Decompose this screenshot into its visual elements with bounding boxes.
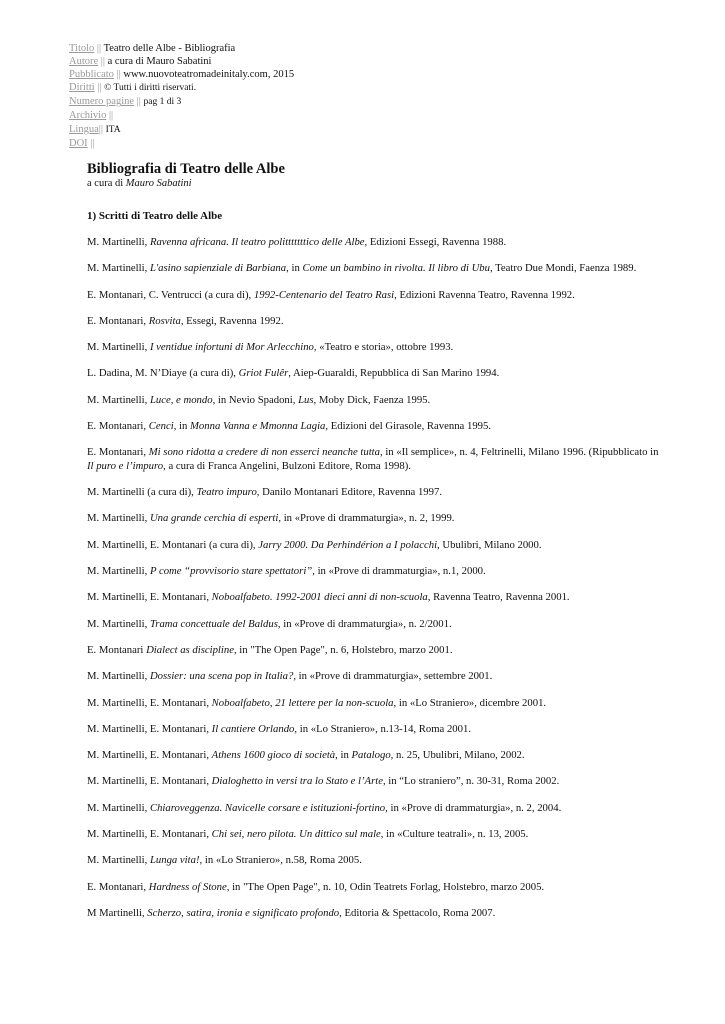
meta-key-link[interactable]: Lingua	[69, 123, 99, 135]
entry-text: M. Martinelli,	[87, 512, 150, 525]
entry-title-italic: I ventidue infortuni di Mor Arlecchino	[149, 341, 314, 354]
meta-value: ITA	[105, 124, 121, 135]
bibliography-entry	[87, 697, 662, 711]
subtitle-editor-name: Mauro Sabatini	[125, 178, 192, 189]
metadata-block	[69, 42, 294, 150]
entry-text: E. Montanari,	[87, 420, 149, 433]
meta-separator: ||	[98, 123, 106, 135]
entry-text: E. Montanari, C. Ventrucci (a cura di),	[87, 288, 254, 301]
entry-text: E. Montanari	[87, 643, 147, 656]
entry-text: , Ubulibri, Milano 2000.	[437, 538, 542, 551]
meta-row	[69, 137, 294, 150]
bibliography-entry	[87, 315, 662, 329]
entry-title-italic: Il puro e l’impuro	[87, 459, 164, 472]
bibliography-entry	[87, 723, 662, 737]
entry-text: M. Martinelli, E. Montanari,	[87, 696, 212, 709]
entry-text: M. Martinelli, E. Montanari,	[87, 828, 212, 841]
entry-title-italic: Chiaroveggenza. Navicelle corsare e istituzioni-fortino	[149, 801, 386, 814]
entry-text: , in	[286, 262, 303, 275]
entry-title-italic: Jarry 2000. Da Perhindérion a I polacchi	[258, 538, 438, 551]
bibliography-entry	[87, 907, 662, 921]
entry-text: M. Martinelli, E. Montanari,	[87, 775, 212, 788]
entry-title-italic: Noboalfabeto, 21 lettere per la non-scuola	[211, 696, 394, 709]
meta-value: © Tutti i diritti riservati.	[104, 83, 197, 94]
meta-value: Teatro delle Albe - Bibliografia	[103, 43, 236, 54]
entry-text: E. Montanari,	[87, 314, 149, 327]
entry-text: M. Martinelli,	[87, 854, 150, 867]
meta-key-link[interactable]: Autore	[69, 56, 99, 68]
entry-title-italic: Lus,	[298, 393, 317, 406]
entry-text: , Danilo Montanari Editore, Ravenna 1997.	[256, 486, 443, 499]
bibliography-entry	[87, 394, 662, 408]
meta-row	[69, 123, 294, 137]
entry-text: M. Martinelli, E. Montanari (a cura di),	[87, 538, 259, 551]
entry-text: , Ravenna Teatro, Ravenna 2001.	[427, 591, 570, 604]
entry-title-italic: Dialect as discipline	[146, 643, 234, 656]
entry-title-italic: Noboalfabeto. 1992-2001 dieci anni di non-scuola	[211, 591, 428, 604]
entry-title-italic: Hardness of Stone	[148, 880, 227, 893]
entry-text: , «Teatro e storia», ottobre 1993.	[313, 341, 454, 354]
entry-title-italic: Griot Fulêr	[238, 367, 289, 380]
entry-text: E. Montanari,	[87, 880, 149, 893]
entry-text: M. Martinelli,	[87, 801, 150, 814]
document-title: Bibliografia di Teatro delle Albe	[87, 161, 285, 177]
subtitle-prefix: a cura di	[87, 178, 126, 189]
meta-key-link[interactable]: Archivio	[69, 110, 107, 122]
entry-title-italic: L'asino sapienziale di Barbiana	[149, 262, 287, 275]
entry-text: , in «Prove di drammaturgia», n. 2/2001.	[277, 617, 452, 630]
bibliography-entry	[87, 512, 662, 526]
meta-key-link[interactable]: Diritti	[69, 82, 95, 94]
entry-text: , in	[335, 749, 352, 762]
entry-text: , in Nevio Spadoni,	[212, 393, 299, 406]
entry-text: , in «Prove di drammaturgia», n.1, 2000.	[312, 565, 486, 578]
entry-title-italic: Mi sono ridotta a credere di non esserci neanche tutta	[148, 446, 380, 459]
entry-text: M. Martinelli,	[87, 617, 150, 630]
bibliography-entry	[87, 802, 662, 816]
entry-text: M. Martinelli, E. Montanari,	[87, 591, 212, 604]
bibliography-entry	[87, 565, 662, 579]
entry-text: M. Martinelli,	[87, 393, 150, 406]
bibliography-entry	[87, 854, 662, 868]
entry-title-italic: Cenci	[148, 420, 174, 433]
entry-title-italic: Come un bambino in rivolta. Il libro di Ubu	[302, 262, 490, 275]
entry-title-italic: Trama concettuale del Baldus	[149, 617, 278, 630]
meta-value: a cura di Mauro Sabatini	[107, 56, 212, 68]
entry-text: E. Montanari,	[87, 446, 149, 459]
bibliography-entry	[87, 749, 662, 763]
meta-row	[69, 81, 294, 95]
entry-title-italic: Patalogo,	[351, 749, 394, 762]
entry-text: M. Martinelli, E. Montanari,	[87, 749, 212, 762]
entry-text: M. Martinelli,	[87, 262, 150, 275]
entry-text: , in “Lo straniero”, n. 30-31, Roma 2002.	[382, 775, 560, 788]
meta-row	[69, 68, 294, 81]
entry-text: , Edizioni del Girasole, Ravenna 1995.	[325, 420, 492, 433]
entry-title-italic: Lunga vita!	[149, 854, 200, 867]
document-subtitle	[87, 178, 192, 189]
bibliography-entry	[87, 591, 662, 605]
bibliography-entry	[87, 486, 662, 500]
meta-key-link[interactable]: DOI	[69, 137, 88, 149]
entry-title-italic: Luce, e mondo	[149, 393, 213, 406]
entry-title-italic: Dossier: una scena pop in Italia?,	[149, 670, 296, 683]
entry-title-italic: Il cantiere Orlando	[211, 722, 295, 735]
bibliography-entry	[87, 236, 662, 250]
meta-row	[69, 55, 294, 68]
entry-text: , in «Il semplice», n. 4, Feltrinelli, Milano 1996. (Ripubblicato in	[379, 446, 659, 459]
entry-title-italic: Rosvita	[148, 314, 181, 327]
entry-text: , Editoria & Spettacolo, Roma 2007.	[339, 906, 496, 919]
entry-text: , Essegi, Ravenna 1992.	[180, 314, 284, 327]
meta-separator: ||	[113, 69, 124, 81]
entry-text: , in "The Open Page", n. 6, Holstebro, marzo 2001.	[233, 643, 453, 656]
entry-title-italic: Athens 1600 gioco di società	[211, 749, 336, 762]
entry-title-italic: 1992-Centenario del Teatro Rasi	[253, 288, 395, 301]
entry-text: n. 25, Ubulibri, Milano, 2002.	[393, 749, 525, 762]
entry-title-italic: P come “provvisorio stare spettatori”	[149, 565, 313, 578]
meta-key-link[interactable]: Numero pagine	[69, 96, 135, 108]
bibliography-entry	[87, 828, 662, 842]
meta-key-link[interactable]: Titolo	[69, 43, 95, 54]
meta-row	[69, 95, 294, 109]
entry-text: , in «Lo Straniero», n.58, Roma 2005.	[199, 854, 362, 867]
bibliography-entry	[87, 618, 662, 632]
bibliography-entry	[87, 644, 662, 658]
entry-text: , in «Culture teatrali», n. 13, 2005.	[380, 828, 529, 841]
entry-title-italic: Dialoghetto in versi tra lo Stato e l’Arte	[211, 775, 383, 788]
meta-separator: ||	[87, 137, 95, 149]
meta-separator: ||	[94, 43, 104, 54]
entry-text: M. Martinelli,	[87, 565, 150, 578]
entry-title-italic: Ravenna africana. Il teatro politttttttico delle Albe	[149, 236, 365, 248]
bibliography-entry	[87, 670, 662, 684]
entry-text: , a cura di Franca Angelini, Bulzoni Editore, Roma 1998).	[163, 459, 411, 472]
entry-text: L. Dadina, M. N’Diaye (a cura di),	[87, 367, 239, 380]
meta-key-link[interactable]: Pubblicato	[69, 69, 114, 81]
entry-text: , Edizioni Ravenna Teatro, Ravenna 1992.	[394, 288, 575, 301]
entry-title-italic: Scherzo, satira, ironia e significato profondo	[147, 906, 340, 919]
entry-text: M. Martinelli, E. Montanari,	[87, 722, 212, 735]
bibliography-list	[87, 236, 662, 933]
meta-separator: ||	[94, 82, 105, 94]
entry-text: , in «Lo Straniero», dicembre 2001.	[393, 696, 547, 709]
bibliography-entry	[87, 367, 662, 381]
entry-text: M. Martinelli,	[87, 236, 150, 248]
section-heading: 1) Scritti di Teatro delle Albe	[87, 210, 223, 222]
entry-text: M. Martinelli,	[87, 341, 150, 354]
entry-title-italic: Chi sei, nero pilota. Un dittico sul male	[211, 828, 381, 841]
entry-title-italic: Teatro impuro	[196, 486, 257, 499]
entry-text: , Edizioni Essegi, Ravenna 1988.	[364, 236, 507, 248]
entry-title-italic: Una grande cerchia di esperti	[149, 512, 279, 525]
meta-row	[69, 109, 294, 122]
meta-value: www.nuovoteatromadeinitaly.com, 2015	[123, 69, 295, 81]
bibliography-entry	[87, 262, 662, 276]
entry-text: , Aiep-Guaraldi, Repubblica di San Marino 1994.	[288, 367, 500, 380]
entry-text: , in «Lo Straniero», n.13-14, Roma 2001.	[294, 722, 472, 735]
entry-text: , in «Prove di drammaturgia», n. 2, 2004.	[385, 801, 562, 814]
bibliography-entry	[87, 775, 662, 789]
bibliography-entry	[87, 881, 662, 895]
entry-text: M. Martinelli (a cura di),	[87, 486, 197, 499]
entry-title-italic: Monna Vanna e Mmonna Lagia	[190, 420, 326, 433]
bibliography-entry	[87, 539, 662, 553]
bibliography-entry	[87, 341, 662, 355]
meta-value: pag 1 di 3	[143, 97, 182, 108]
meta-separator: ||	[134, 96, 144, 108]
bibliography-entry	[87, 420, 662, 434]
bibliography-entry	[87, 446, 662, 473]
meta-separator: ||	[98, 56, 108, 68]
meta-separator: ||	[106, 110, 114, 122]
meta-row	[69, 42, 294, 55]
entry-text: , in «Prove di drammaturgia», n. 2, 1999.	[278, 512, 455, 525]
entry-text: , in	[173, 420, 191, 433]
entry-text: , in "The Open Page", n. 10, Odin Teatrets Forlag, Holstebro, marzo 2005.	[226, 880, 545, 893]
entry-text: Moby Dick, Faenza 1995.	[316, 393, 431, 406]
bibliography-entry	[87, 289, 662, 303]
entry-text: , Teatro Due Mondi, Faenza 1989.	[490, 262, 637, 275]
entry-text: M Martinelli,	[87, 906, 148, 919]
entry-text: in «Prove di drammaturgia», settembre 2001.	[296, 670, 493, 683]
entry-text: M. Martinelli,	[87, 670, 150, 683]
